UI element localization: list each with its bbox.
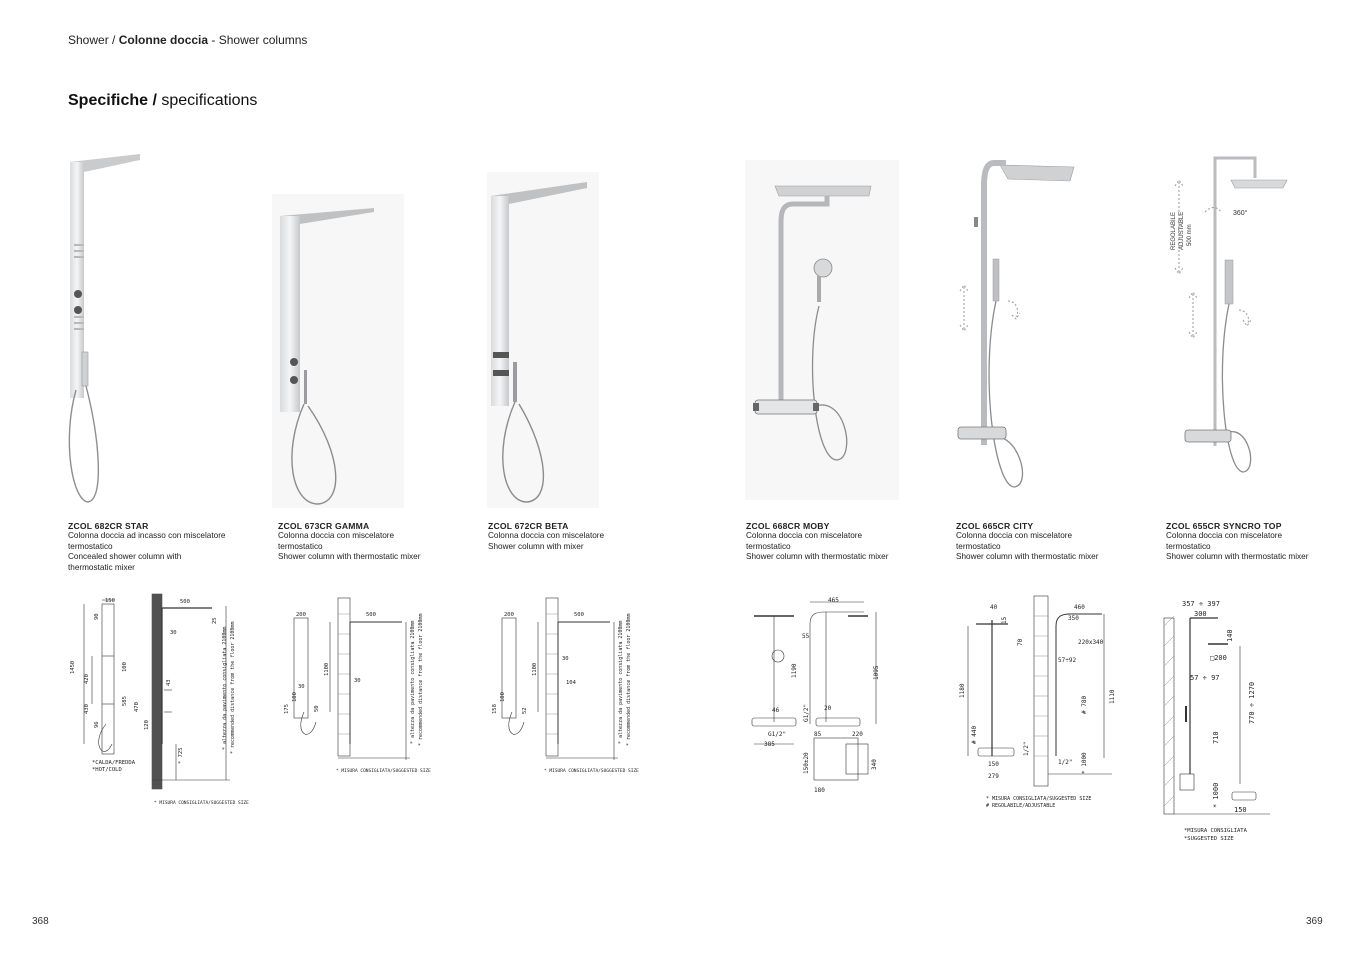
tech-drawing-syncro xyxy=(1160,596,1290,844)
dim-label: □200 xyxy=(1210,654,1227,662)
dim-label: 57 ÷ 97 xyxy=(1190,674,1220,682)
dim-label: 470 xyxy=(134,702,140,712)
dim-label: 30 xyxy=(170,630,177,636)
dim-label: 30 xyxy=(354,678,361,684)
dim-label: G1/2" xyxy=(768,731,787,738)
product-photo-moby xyxy=(745,160,899,500)
dim-label: 52 xyxy=(522,707,528,714)
dim-label: 104 xyxy=(566,680,576,686)
tech-drawing-city xyxy=(952,596,1127,814)
drawing-note: * recommended distance from the floor 2100mm xyxy=(626,613,632,746)
drawing-note: * recommended distance from the floor 2100mm xyxy=(418,613,424,746)
dim-label: 1190 xyxy=(791,663,798,678)
dim-label: 55 xyxy=(802,633,810,640)
product-code: ZCOL 682CR STAR xyxy=(68,521,149,531)
dim-label: 430 xyxy=(84,704,90,714)
dim-label: 180 xyxy=(814,787,825,794)
product-desc-line: Colonna doccia con miscelatore xyxy=(956,531,1073,541)
dim-label: 500 xyxy=(366,612,376,618)
breadcrumb-colonne: Colonne doccia xyxy=(118,33,209,47)
product-caption-city xyxy=(956,521,1126,563)
dim-label: 500 xyxy=(180,599,190,605)
product-code: ZCOL 668CR MOBY xyxy=(746,521,830,531)
dim-label: 279 xyxy=(988,773,999,780)
product-caption-star xyxy=(68,521,238,573)
rotation-label: 360° xyxy=(1233,210,1248,217)
dim-label: 70 xyxy=(1017,638,1024,646)
dim-label: * 725 xyxy=(178,747,184,764)
product-code: ZCOL 672CR BETA xyxy=(488,521,569,531)
product-code: ZCOL 655CR SYNCRO TOP xyxy=(1166,521,1282,531)
dim-label: 100 xyxy=(122,662,128,672)
dim-label: 385 xyxy=(764,741,775,748)
dim-label: 150±20 xyxy=(803,752,810,774)
drawing-note: * recommended distance from the floor 2100mm xyxy=(230,621,236,754)
product-desc-line: thermostatic mixer xyxy=(68,562,135,572)
tech-drawing-star xyxy=(60,594,250,809)
dim-label: 25 xyxy=(212,617,218,624)
dim-label: 710 xyxy=(1212,731,1220,744)
dim-label: 220x340 xyxy=(1078,639,1104,646)
product-desc-line: Shower column with thermostatic mixer xyxy=(956,552,1099,562)
dim-label: 46 xyxy=(772,707,780,714)
drawing-note: *CALDA/FREDDA xyxy=(92,760,136,766)
dim-label: 350 xyxy=(1068,615,1079,622)
dim-label: 57÷92 xyxy=(1058,657,1077,664)
drawing-note: * MISURA CONSIGLIATA/SUGGESTED SIZE xyxy=(154,801,249,806)
dim-label: 460 xyxy=(1074,604,1085,611)
page-number-left: 368 xyxy=(32,916,49,927)
dim-label: 465 xyxy=(828,597,839,604)
product-desc-line: termostatico xyxy=(956,541,1001,551)
dim-label: 1110 xyxy=(1109,689,1116,704)
drawing-note: *HOT/COLD xyxy=(92,767,122,773)
dim-label: * 1000 xyxy=(1081,752,1088,774)
dim-label: 150 xyxy=(1234,806,1247,814)
product-desc-line: Colonna doccia con miscelatore xyxy=(278,531,395,541)
dim-label: 50 xyxy=(314,705,320,712)
dim-label: 150 xyxy=(988,761,999,768)
dim-label: 300 xyxy=(1194,610,1207,618)
tech-drawing-gamma xyxy=(280,594,440,779)
dim-label: 1100 xyxy=(532,662,538,676)
product-photo-star xyxy=(62,150,152,510)
drawing-note: * altezza da pavimento consigliata 2100mm xyxy=(410,620,416,744)
drawing-note: * MISURA CONSIGLIATA/SUGGESTED SIZE xyxy=(544,769,639,774)
product-desc-line: termostatico xyxy=(68,541,113,551)
drawing-note: *MISURA CONSIGLIATA xyxy=(1184,828,1247,834)
dim-label: 20 xyxy=(824,705,832,712)
dim-label: 500 xyxy=(574,612,584,618)
dim-label: 158 xyxy=(492,704,498,714)
product-desc-line: Shower column with thermostatic mixer xyxy=(1166,552,1309,562)
dim-label: 585 xyxy=(122,696,128,706)
product-photo-syncro xyxy=(1165,150,1295,500)
dim-label: 200 xyxy=(296,612,306,618)
drawing-note: * MISURA CONSIGLIATA/SUGGESTED SIZE xyxy=(336,769,431,774)
dim-label: 30 xyxy=(562,656,569,662)
product-code: ZCOL 673CR GAMMA xyxy=(278,521,370,531)
product-caption-gamma xyxy=(278,521,448,563)
product-photo-city xyxy=(950,155,1080,505)
drawing-note: * MISURA CONSIGLIATA/SUGGESTED SIZE xyxy=(986,796,1092,802)
product-desc-line: Concealed shower column with xyxy=(68,552,182,562)
page-number-right: 369 xyxy=(1306,916,1323,927)
page-title-bold: Specifiche / xyxy=(68,92,157,109)
dim-label: * 1000 xyxy=(1212,782,1220,808)
dim-label: 340 xyxy=(871,759,878,770)
drawing-note: *SUGGESTED SIZE xyxy=(1184,836,1234,842)
page-title xyxy=(68,92,257,110)
product-desc-line: Colonna doccia ad incasso con miscelatore xyxy=(68,531,226,541)
page-title-light: specifications xyxy=(161,92,258,109)
drawing-note: # REGOLABILE/ADJUSTABLE xyxy=(986,803,1056,809)
product-photo-gamma xyxy=(272,194,404,508)
product-desc-line: Colonna doccia con miscelatore xyxy=(1166,531,1283,541)
adjustable-label: ADJUSTABLE xyxy=(1179,211,1185,250)
drawing-note: * altezza da pavimento consigliata 2100mm xyxy=(618,620,624,744)
dim-label: 30 xyxy=(298,684,305,690)
product-desc-line: Colonna doccia con miscelatore xyxy=(746,531,863,541)
dim-label: 96 xyxy=(94,721,100,728)
dim-label: 100 xyxy=(500,692,506,702)
dim-label: 1180 xyxy=(959,683,966,698)
dim-label: 40 xyxy=(990,604,998,611)
product-desc-line: Shower column with thermostatic mixer xyxy=(746,552,889,562)
breadcrumb-shower-columns: - Shower columns xyxy=(211,33,308,47)
dim-label: 1/2" xyxy=(1058,759,1073,766)
dim-label: 1095 xyxy=(873,665,880,680)
dim-label: 15 xyxy=(1001,616,1008,624)
breadcrumb xyxy=(68,33,307,47)
tech-drawing-beta xyxy=(488,594,648,779)
drawing-note: * altezza da pavimento consigliata 2100mm xyxy=(222,626,228,750)
breadcrumb-shower: Shower / xyxy=(68,33,116,47)
dim-label: 90 xyxy=(94,613,100,620)
dim-label: 100 xyxy=(292,692,298,702)
dim-label: 220 xyxy=(852,731,863,738)
tech-drawing-moby xyxy=(748,594,898,799)
product-desc-line: Colonna doccia con miscelatore xyxy=(488,531,605,541)
regolabile-label: REGOLABILE xyxy=(1171,211,1177,250)
product-photo-beta xyxy=(487,172,599,508)
dim-label: 1/2" xyxy=(1023,741,1030,756)
dim-label: # 440 xyxy=(971,725,978,744)
range-label: 500 mm xyxy=(1187,224,1193,246)
product-code: ZCOL 665CR CITY xyxy=(956,521,1034,531)
dim-label: 420 xyxy=(84,674,90,684)
product-caption-beta xyxy=(488,521,658,552)
product-caption-syncro xyxy=(1166,521,1336,563)
dim-label: # 780 xyxy=(1081,695,1088,714)
dim-label: 357 ÷ 397 xyxy=(1182,600,1220,608)
product-desc-line: termostatico xyxy=(1166,541,1211,551)
product-caption-moby xyxy=(746,521,916,563)
dim-label: 1450 xyxy=(70,660,76,674)
dim-label: 140 xyxy=(1226,629,1234,642)
product-desc-line: Shower column with thermostatic mixer xyxy=(278,552,421,562)
dim-label: G1/2" xyxy=(803,703,810,722)
product-desc-line: termostatico xyxy=(278,541,323,551)
dim-label: 43 xyxy=(166,679,172,686)
product-desc-line: Shower column with mixer xyxy=(488,541,584,551)
dim-label: 175 xyxy=(284,704,290,714)
dim-label: 1100 xyxy=(324,662,330,676)
product-desc-line: termostatico xyxy=(746,541,791,551)
dim-label: 770 ÷ 1270 xyxy=(1248,681,1256,724)
dim-label: 200 xyxy=(504,612,514,618)
dim-label: 150 xyxy=(105,598,115,604)
dim-label: 85 xyxy=(814,731,822,738)
dim-label: 120 xyxy=(144,720,150,730)
